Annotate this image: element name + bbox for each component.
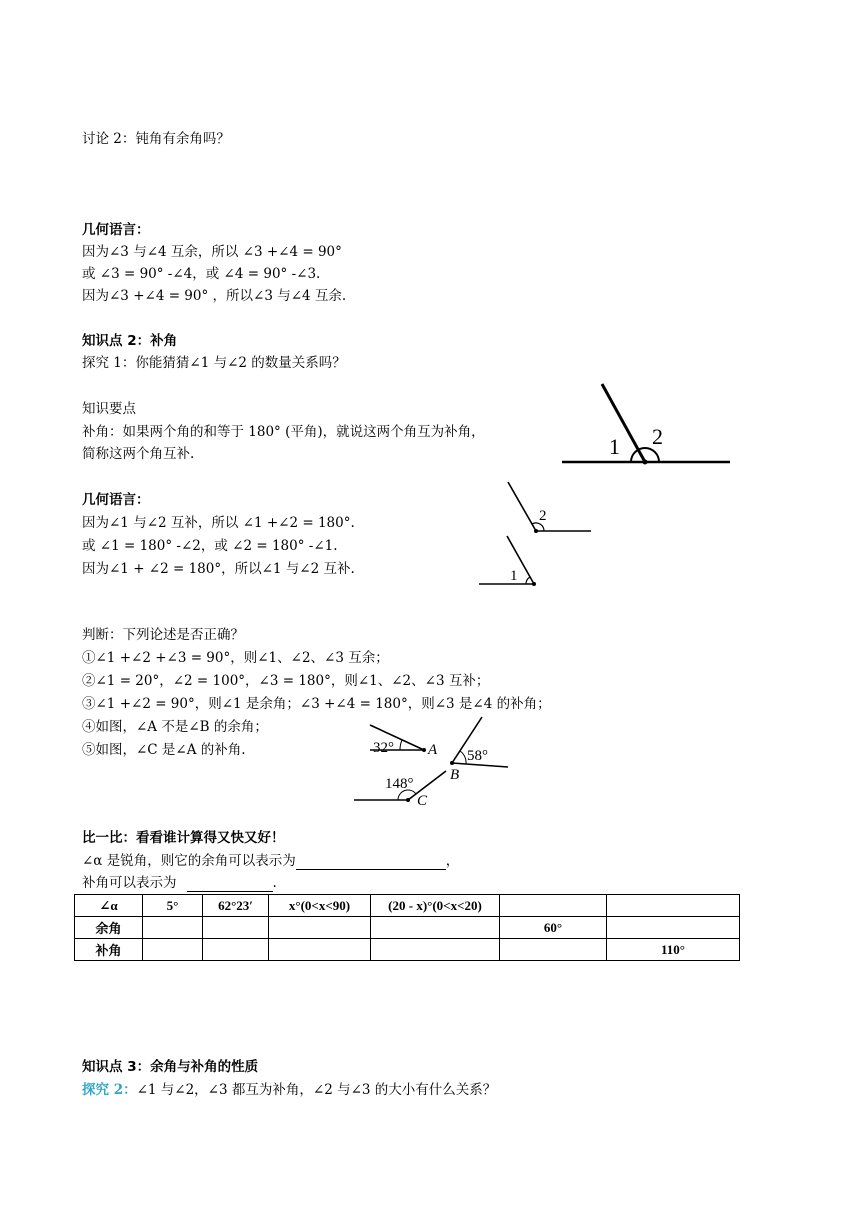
table-cell — [500, 895, 607, 917]
complement-answer-blank[interactable] — [296, 869, 446, 870]
angle-a-degrees: 32° — [373, 740, 394, 756]
geometry-language-heading: 几何语言： — [82, 222, 150, 238]
table-row-header: 补角 — [75, 939, 143, 961]
judge-item-5: ⑤如图，∠C 是∠A 的补角. — [82, 742, 246, 758]
table-row-header: 余角 — [75, 917, 143, 939]
table-cell — [371, 917, 500, 939]
fig2-angle-2-label: 2 — [539, 508, 547, 524]
judge-item-4: ④如图，∠A 不是∠B 的余角； — [82, 719, 268, 735]
two-angles-figure — [476, 476, 596, 591]
table-cell — [143, 939, 203, 961]
table-cell — [500, 939, 607, 961]
geometry2-line-1: 因为∠1 与∠2 互补，所以 ∠1 +∠2 = 180°. — [82, 515, 355, 531]
complement-expression-prompt: ∠α 是锐角，则它的余角可以表示为 — [82, 853, 296, 869]
point-c-label: C — [417, 793, 428, 809]
explore-2 — [82, 1081, 496, 1099]
table-cell — [143, 917, 203, 939]
supplement-answer-blank[interactable] — [187, 891, 273, 892]
point-b-label: B — [450, 767, 460, 783]
judge-item-2: ②∠1 = 20°，∠2 = 100°，∠3 = 180°，则∠1、∠2、∠3 互补； — [82, 673, 490, 689]
supplement-expression-end: . — [272, 875, 277, 891]
key-points-title: 知识要点 — [82, 401, 136, 417]
knowledge-point-2-heading: 知识点 2：补角 — [82, 333, 178, 349]
explore-1: 探究 1：你能猜猜∠1 与∠2 的数量关系吗？ — [82, 355, 346, 371]
supplement-expression-line — [82, 874, 277, 892]
table-cell: 62°23′ — [203, 895, 269, 917]
judge-item-3: ③∠1 +∠2 = 90°，则∠1 是余角；∠3 +∠4 = 180°，则∠3 是∠4 的补角； — [82, 696, 551, 712]
complement-expression-line — [82, 852, 459, 870]
table-cell — [607, 895, 740, 917]
angle-2-label: 2 — [652, 424, 663, 449]
angles-abc-figure — [350, 715, 515, 815]
table-cell — [203, 939, 269, 961]
judge-title: 判断：下列论述是否正确？ — [82, 627, 244, 643]
angle-b-degrees: 58° — [467, 748, 488, 764]
angle-comparison-table — [74, 894, 740, 961]
compare-heading: 比一比：看看谁计算得又快又好！ — [82, 830, 285, 846]
table-cell — [269, 917, 371, 939]
angle-c-degrees: 148° — [385, 776, 414, 792]
table-row — [75, 917, 740, 939]
table-cell — [371, 939, 500, 961]
geometry2-line-3: 因为∠1 + ∠2 = 180°，所以∠1 与∠2 互补. — [82, 561, 355, 577]
supplementary-definition-line-2: 简称这两个角互补. — [82, 446, 195, 462]
supplement-expression-prompt: 补角可以表示为 — [82, 875, 177, 891]
table-row-header: ∠α — [75, 895, 143, 917]
table-cell — [203, 917, 269, 939]
explore-2-label: 探究 2： — [82, 1082, 137, 1098]
table-cell — [269, 939, 371, 961]
table-cell — [607, 917, 740, 939]
geometry-line-1: 因为∠3 与∠4 互余，所以 ∠3 +∠4 = 90° — [82, 244, 342, 260]
table-cell: 110° — [607, 939, 740, 961]
judge-item-1: ①∠1 +∠2 +∠3 = 90°，则∠1、∠2、∠3 互余； — [82, 650, 389, 666]
table-cell: 60° — [500, 917, 607, 939]
explore-2-text: ∠1 与∠2，∠3 都互为补角，∠2 与∠3 的大小有什么关系？ — [136, 1082, 497, 1098]
table-row — [75, 895, 740, 917]
geometry-line-2: 或 ∠3 = 90° -∠4，或 ∠4 = 90° -∠3. — [82, 266, 321, 282]
geometry-language-heading-2: 几何语言： — [82, 492, 150, 508]
point-a-label: A — [428, 742, 438, 758]
table-cell: (20 - x)°(0<x<20) — [371, 895, 500, 917]
supplementary-definition-line-1: 补角：如果两个角的和等于 180° (平角)，就说这两个角互为补角， — [82, 424, 485, 440]
discussion-2: 讨论 2：钝角有余角吗？ — [82, 131, 230, 147]
table-row — [75, 939, 740, 961]
complement-expression-end: ， — [445, 853, 460, 869]
supplementary-angle-figure — [560, 380, 735, 470]
geometry-line-3: 因为∠3 +∠4 = 90° ，所以∠3 与∠4 互余. — [82, 288, 347, 304]
table-cell: 5° — [143, 895, 203, 917]
knowledge-point-3-heading: 知识点 3：余角与补角的性质 — [82, 1059, 259, 1075]
geometry2-line-2: 或 ∠1 = 180° -∠2，或 ∠2 = 180° -∠1. — [82, 538, 338, 554]
angle-1-label: 1 — [609, 434, 620, 459]
fig2-angle-1-label: 1 — [510, 568, 518, 584]
table-cell: x°(0<x<90) — [269, 895, 371, 917]
